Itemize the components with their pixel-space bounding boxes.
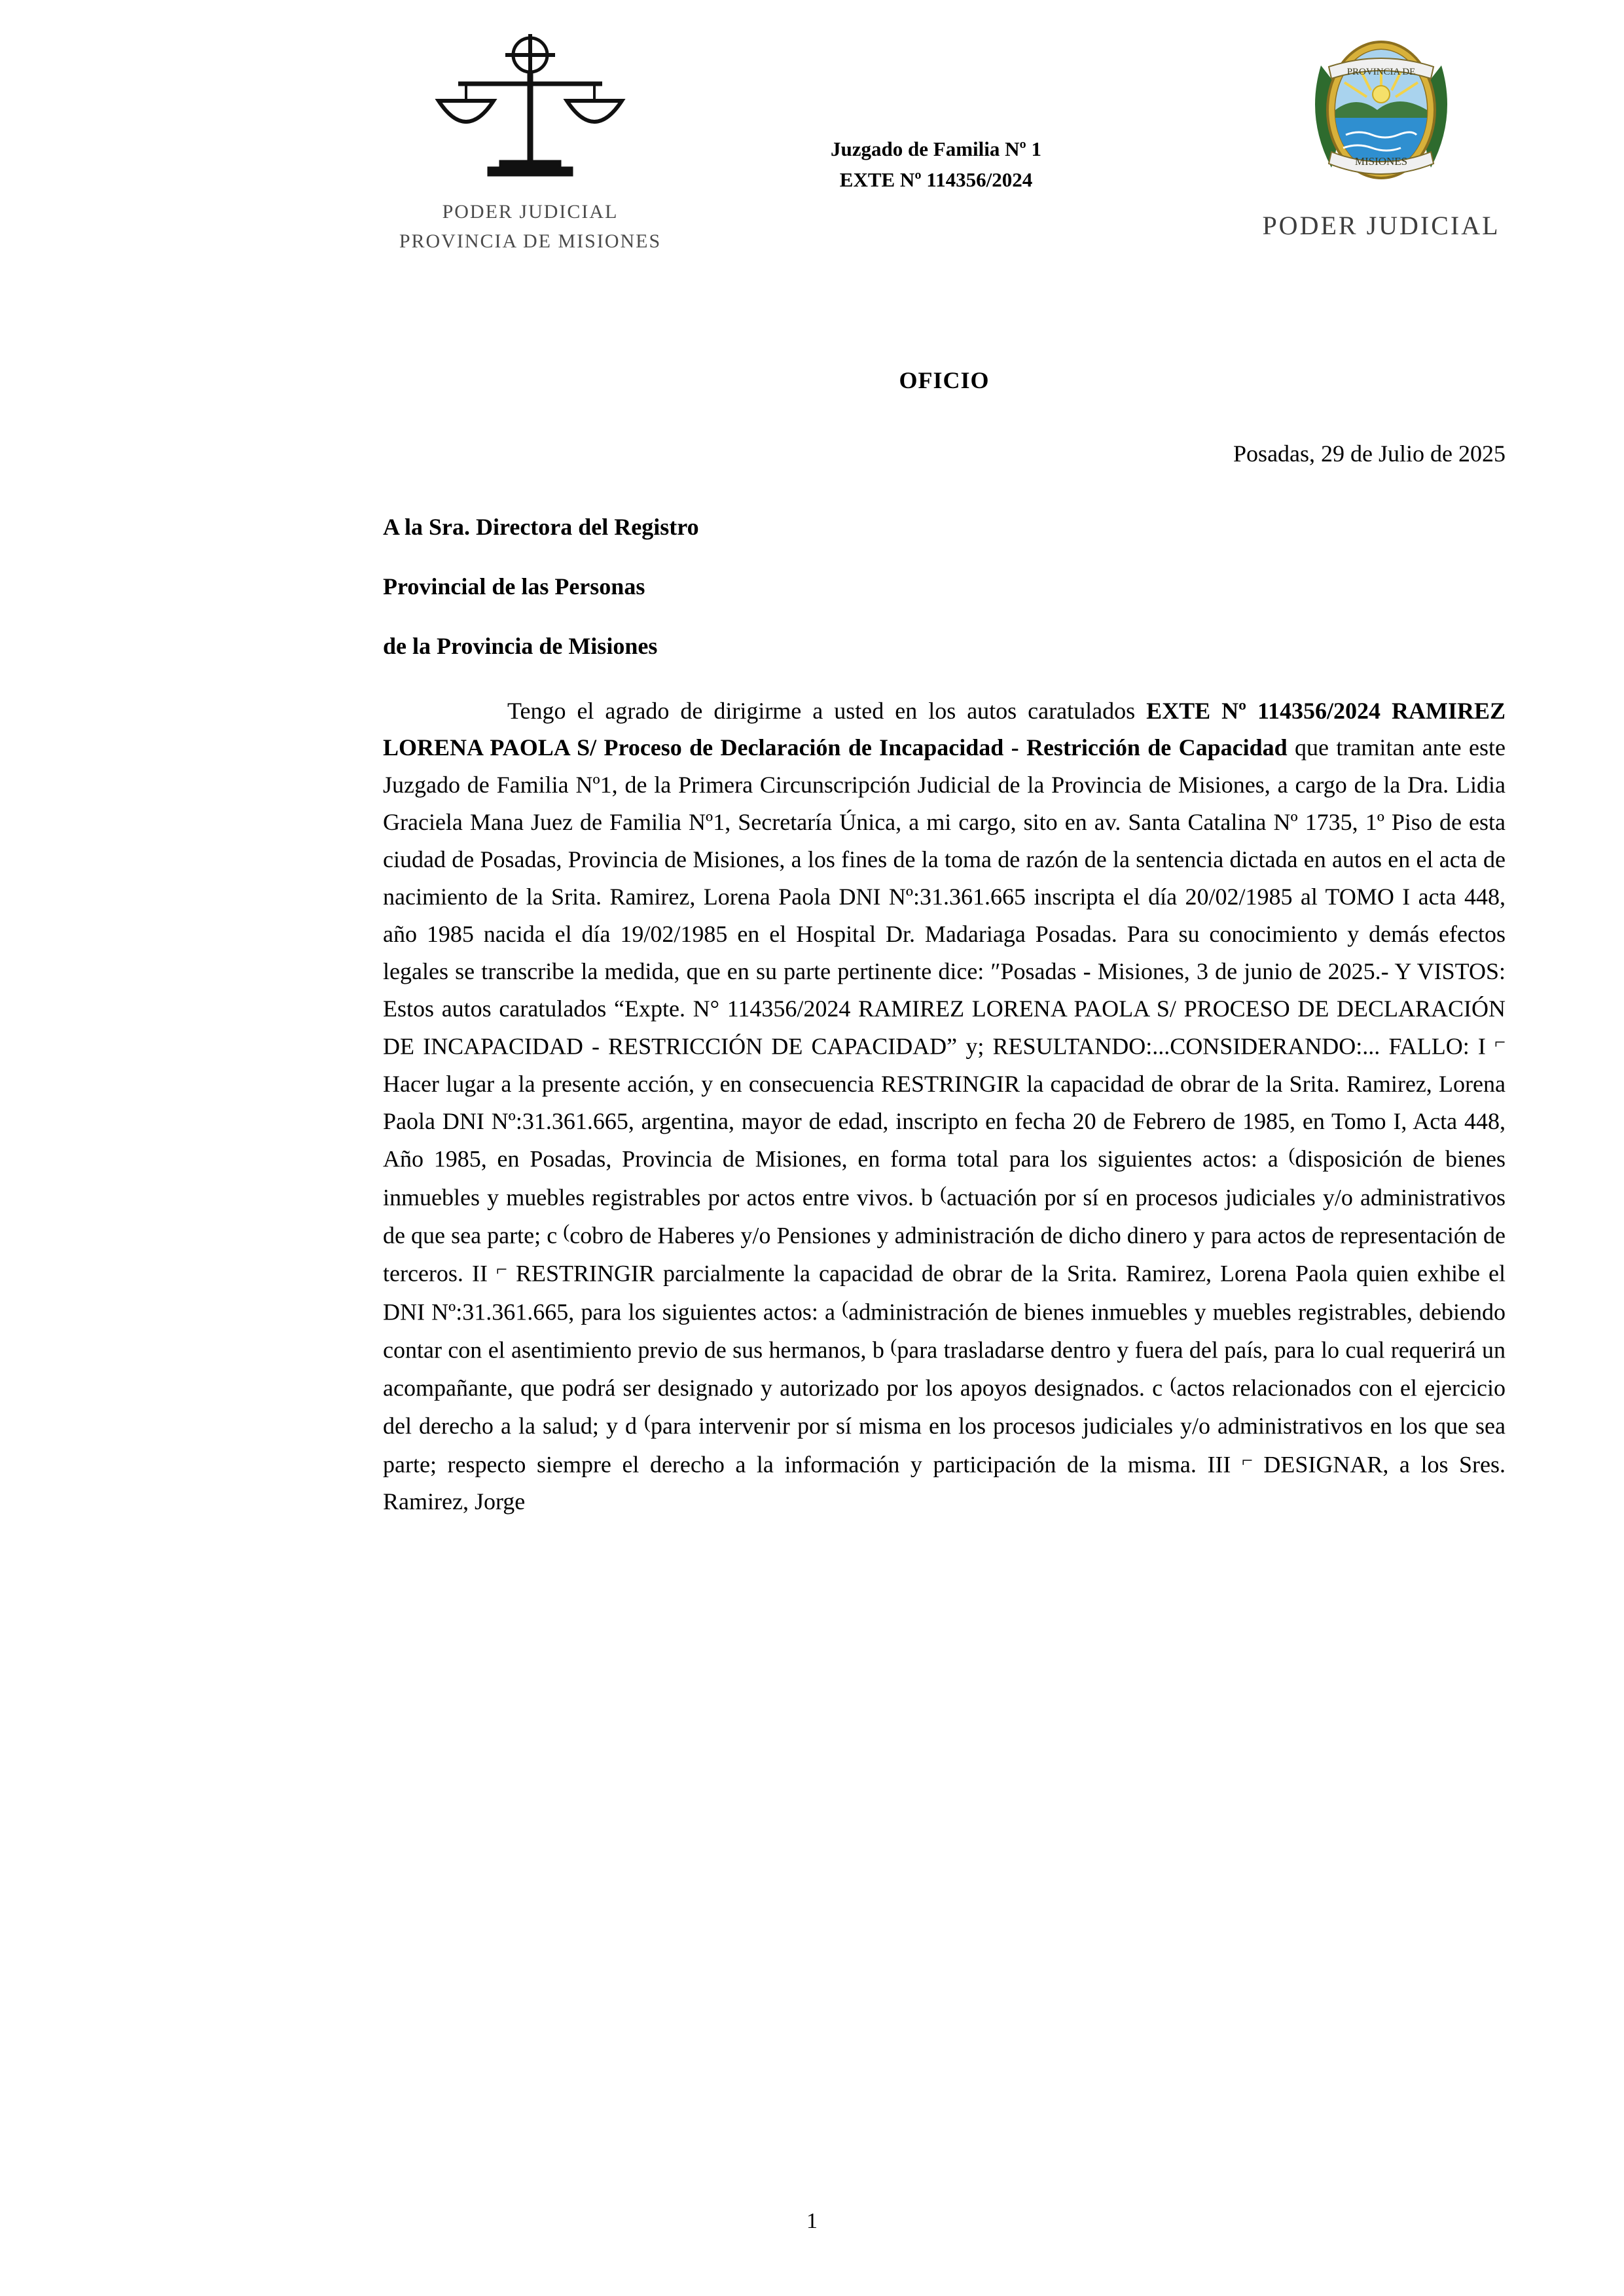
addressee-line-1: A la Sra. Directora del Registro (383, 514, 699, 540)
poder-judicial-misiones-logo (393, 33, 668, 255)
paragraph-part-5: actuación por sí en procesos judiciales y/o administrativos de que sea parte; c (383, 1184, 1506, 1249)
bracket-mark-7: ( (890, 1335, 897, 1357)
paragraph-part-10: actos relacionados con el ejercicio del derecho a la salud; y d (383, 1374, 1506, 1439)
provincia-de-misiones-shield-icon (1303, 26, 1460, 206)
poder-judicial-label-line2: PROVINCIA DE MISIONES (399, 230, 662, 252)
paragraph-part-12: DESIGNAR, a los Sres. Ramirez, Jorge (383, 1450, 1506, 1515)
provincia-misiones-logo (1224, 26, 1538, 241)
bracket-mark-6: ( (842, 1297, 849, 1319)
svg-text:PROVINCIA DE: PROVINCIA DE (1346, 67, 1416, 77)
main-paragraph (383, 692, 1506, 1520)
bracket-mark-10: ⌐ (1241, 1449, 1253, 1471)
court-name: Juzgado de Familia Nº 1 (831, 137, 1041, 160)
paragraph-part-3: Hacer lugar a la presente acción, y en consecuencia RESTRINGIR la capacidad de obrar de la Srita. Ramirez, Lorena Paola DNI Nº:31.361.665, argentina, mayor de edad, inscripto en fecha 20 de Febrero de 1985, en Tomo I, Acta 448, Año 1985, en Posadas, Provincia de Misiones, en forma total para los siguientes actos: a (383, 1070, 1506, 1172)
bracket-mark-2: ( (1288, 1144, 1295, 1166)
paragraph-part-8: administración de bienes inmuebles y muebles registrables, debiendo contar con el asentimiento previo de sus hermanos, b (383, 1298, 1506, 1363)
paragraph-part-11: para intervenir por sí misma en los procesos judiciales y/o administrativos en los que sea parte; respecto siempre el derecho a la información y participación de la misma. III (383, 1412, 1506, 1477)
page-number: 1 (806, 2209, 818, 2233)
bracket-mark-5: ⌐ (496, 1259, 507, 1281)
case-number: EXTE Nº 114356/2024 (839, 168, 1033, 191)
bracket-mark-9: ( (644, 1411, 651, 1433)
page-title: OFICIO (899, 367, 990, 393)
paragraph-part-4: disposición de bienes inmuebles y muebles registrables por actos entre vivos. b (383, 1145, 1506, 1211)
bracket-mark-8: ( (1170, 1373, 1177, 1395)
case-caption-bold: EXTE Nº 114356/2024 RAMIREZ LORENA PAOLA S/ Proceso de Declaración de Incapacidad - Restricción de Capacidad (383, 697, 1506, 761)
bracket-mark-1: ⌐ (1494, 1031, 1506, 1054)
court-header-block (707, 134, 1165, 195)
svg-text:MISIONES: MISIONES (1354, 155, 1408, 168)
paragraph-part-2: que tramitan ante este Juzgado de Familia Nº1, de la Primera Circunscripción Judicial de la Provincia de Misiones, a cargo de la Dra. Lidia Graciela Mana Juez de Familia Nº1, Secretaría Única, a mi cargo, sito en av. Santa Catalina Nº 1735, 1º Piso de esta ciudad de Posadas, Provincia de Misiones, a los fines de la toma de razón de la sentencia dictada en autos en el acta de nacimiento de la Srita. Ramirez, Lorena Paola DNI Nº:31.361.665 inscripta el día 20/02/1985 al TOMO I acta 448, año 1985 nacida el día 19/02/1985 en el Hospital Dr. Madariaga Posadas. Para su conocimiento y demás efectos legales se transcribe la medida, que en su parte pertinente dice: ″Posadas - Misiones, 3 de junio de 2025.- Y VISTOS: Estos autos caratulados “Expte. N° 114356/2024 RAMIREZ LORENA PAOLA S/ PROCESO DE DECLARACIÓN DE INCAPACIDAD - RESTRICCIÓN DE CAPACIDAD” y; RESULTANDO:...CONSIDERANDO:... FALLO: I (383, 734, 1506, 1060)
document-body (383, 367, 1506, 1520)
place-and-date: Posadas, 29 de Julio de 2025 (1233, 440, 1506, 467)
bracket-mark-4: ( (563, 1220, 570, 1242)
poder-judicial-label-line1: PODER JUDICIAL (442, 201, 619, 223)
addressee-line-3: de la Provincia de Misiones (383, 633, 658, 660)
paragraph-part-9: para trasladarse dentro y fuera del país, para lo cual requerirá un acompañante, que podrá ser designado y autorizado por los apoyos designados. c (383, 1336, 1506, 1401)
poder-judicial-right-caption: PODER JUDICIAL (1262, 211, 1500, 240)
document-header (0, 0, 1624, 281)
paragraph-part-1: Tengo el agrado de dirigirme a usted en los autos caratulados (507, 697, 1147, 724)
paragraph-part-7: RESTRINGIR parcialmente la capacidad de obrar de la Srita. Ramirez, Lorena Paola quien exhibe el DNI Nº:31.361.665, para los siguientes actos: a (383, 1260, 1506, 1325)
bracket-mark-3: ( (940, 1182, 947, 1204)
paragraph-part-6: cobro de Haberes y/o Pensiones y administración de dicho dinero y para actos de representación de terceros. II (383, 1222, 1506, 1287)
addressee-line-2: Provincial de las Personas (383, 573, 645, 600)
scales-of-justice-icon (432, 33, 628, 196)
